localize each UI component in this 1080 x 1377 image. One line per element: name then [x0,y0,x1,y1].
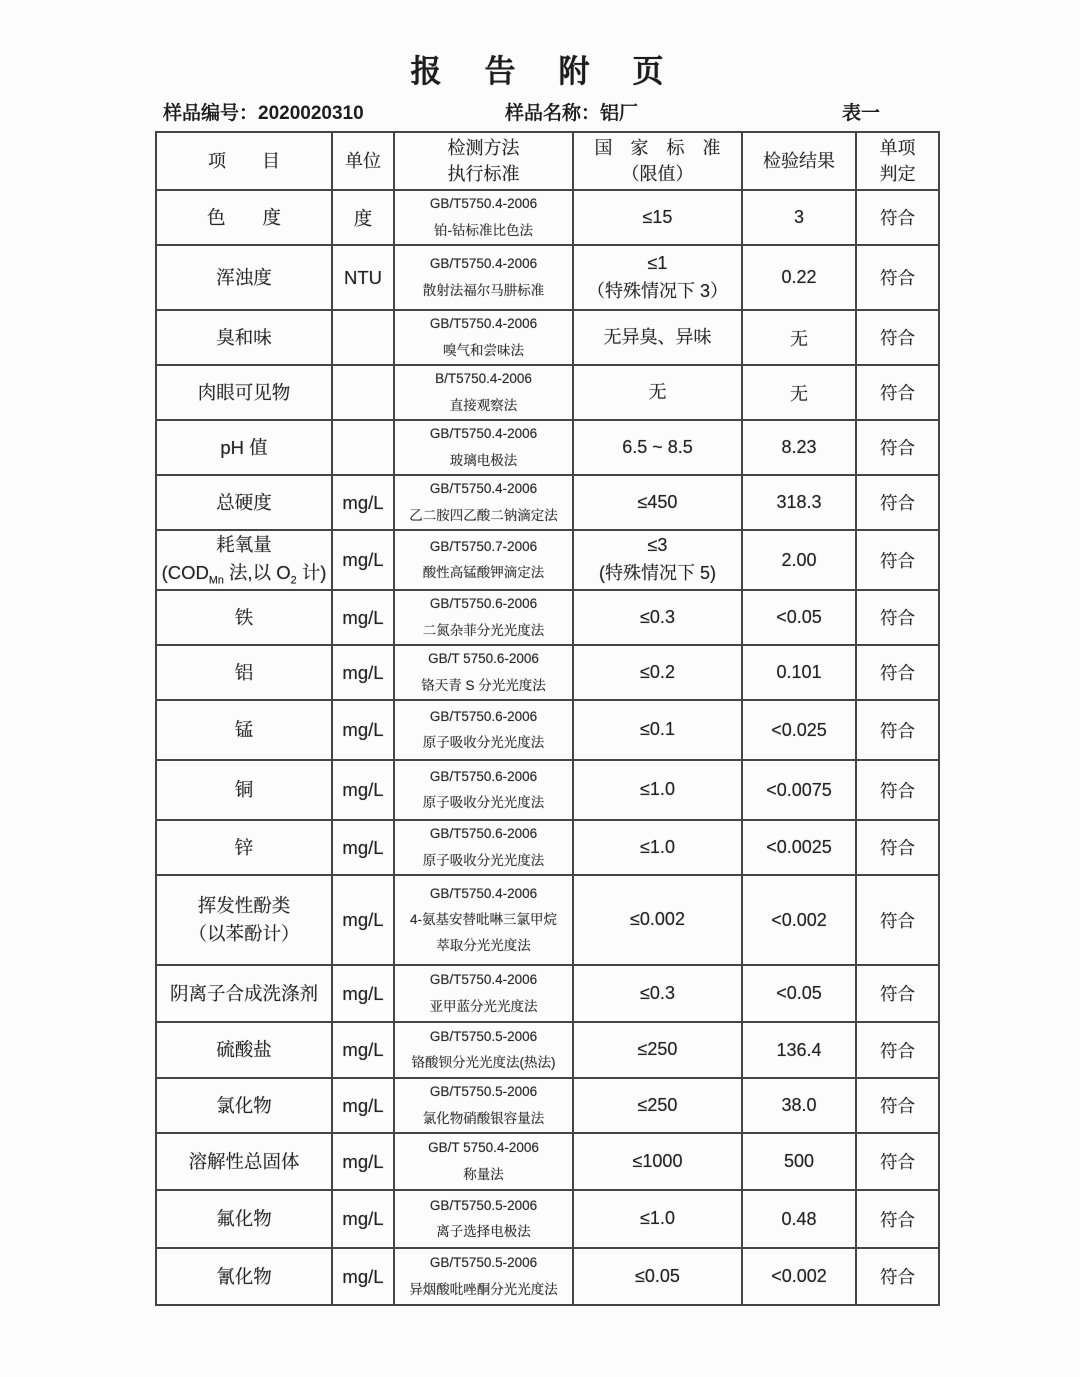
unit-cell: mg/L [332,645,394,700]
limit-text: ≤0.3 [640,982,675,1003]
standard-code: B/T5750.4-2006 [435,371,532,387]
sample-name-value: 铝厂 [600,103,639,124]
header-item: 项 目 [156,132,332,190]
item-cell [156,700,332,760]
judgment-cell: 符合 [856,190,939,245]
method-cell [394,475,573,530]
table-row [156,1078,939,1133]
method-cell [394,1248,573,1305]
limit-cell [573,420,742,475]
standard-code: GB/T5750.4-2006 [429,256,538,272]
item-cell [156,365,332,420]
limit-text: ≤0.002 [630,909,685,930]
unit-cell: mg/L [332,1190,394,1248]
standard-code: GB/T 5750.4-2006 [428,1140,539,1156]
method-cell [394,875,573,965]
method-name: 铬天青 S 分光光度法 [421,677,546,693]
item-text: 浑浊度 [216,266,272,288]
limit-cell [573,1248,742,1305]
table-row [156,310,939,365]
result-cell: 500 [742,1133,856,1190]
method-name: 原子吸收分光光度法 [422,795,545,810]
judgment-cell: 符合 [856,965,939,1022]
item-cell [156,875,332,965]
header-row [156,132,939,190]
result-cell: 无 [742,310,856,365]
judgment-cell: 符合 [856,1248,939,1305]
judgment-cell: 符合 [856,875,939,965]
item-cell [156,590,332,645]
method-cell [394,1133,573,1190]
item-text: 挥发性酚类 [197,895,291,917]
item-cell [156,1133,332,1190]
table-row [156,1248,939,1305]
standard-code: GB/T5750.4-2006 [429,481,538,497]
result-cell: 2.00 [742,530,856,590]
limit-cell [573,590,742,645]
standard-code: GB/T 5750.6-2006 [428,651,539,667]
method-cell [394,310,573,365]
method-cell [394,1190,573,1248]
limit-cell [573,700,742,760]
unit-cell: mg/L [332,965,394,1022]
table-row [156,190,939,245]
judgment-cell: 符合 [856,475,939,530]
method-cell [394,645,573,700]
item-cell [156,1190,332,1248]
header-judgment: 单项 判定 [856,132,939,190]
method-name: 铬酸钡分光光度法(热法) [411,1055,556,1070]
limit-cell [573,310,742,365]
result-cell: <0.025 [742,700,856,760]
method-cell [394,590,573,645]
item-text: 溶解性总固体 [188,1150,300,1172]
result-cell: <0.002 [742,1248,856,1305]
item-cell [156,1078,332,1133]
judgment-cell: 符合 [856,1022,939,1078]
unit-cell: mg/L [332,875,394,965]
judgment-cell: 符合 [856,645,939,700]
sample-name [505,98,638,125]
table-row [156,420,939,475]
limit-cell [573,365,742,420]
unit-cell: mg/L [332,1248,394,1305]
item-text: 氰化物 [216,1265,272,1287]
header-unit: 单位 [332,132,394,190]
item-text: pH 值 [220,436,268,458]
method-cell [394,1078,573,1133]
page-title: 报 告 附 页 [410,54,670,89]
judgment-cell: 符合 [856,1190,939,1248]
standard-code: GB/T5750.4-2006 [429,972,538,988]
standard-code: GB/T5750.4-2006 [429,196,538,212]
table-row [156,475,939,530]
item-cell [156,760,332,820]
item-cell [156,530,332,590]
unit-cell: mg/L [332,530,394,590]
limit-cell [573,875,742,965]
judgment-cell: 符合 [856,590,939,645]
limit-cell [573,530,742,590]
limit-text: （特殊情况下 3） [586,280,728,301]
judgment-cell: 符合 [856,820,939,875]
method-name: 异烟酸吡唑酮分光光度法 [409,1281,558,1297]
table-row [156,1133,939,1190]
item-cell [156,965,332,1022]
limit-cell [573,1190,742,1248]
result-cell: <0.0075 [742,760,856,820]
standard-code: GB/T5750.4-2006 [429,885,538,901]
standard-code: GB/T5750.4-2006 [429,426,538,442]
limit-text: ≤15 [642,206,673,227]
unit-cell [332,310,394,365]
method-name: 离子选择电极法 [436,1224,531,1239]
limit-text: 无 [648,381,667,402]
limit-text: 无异臭、异味 [603,326,712,347]
table-row [156,530,939,590]
limit-text: ≤250 [637,1039,678,1060]
limit-cell [573,190,742,245]
item-text: 硫酸盐 [216,1039,272,1061]
method-cell [394,530,573,590]
unit-cell: 度 [332,190,394,245]
table-row [156,760,939,820]
judgment-cell: 符合 [856,1078,939,1133]
item-cell [156,245,332,310]
unit-cell: mg/L [332,820,394,875]
table-row [156,645,939,700]
method-name: 乙二胺四乙酸二钠滴定法 [409,507,558,523]
standard-code: GB/T5750.5-2006 [429,1197,538,1213]
method-name: 铂-钴标准比色法 [434,222,533,238]
sample-name-label: 样品名称： [505,103,601,124]
result-cell: 无 [742,365,856,420]
result-cell: 0.101 [742,645,856,700]
result-cell: <0.002 [742,875,856,965]
item-cell [156,1248,332,1305]
limit-cell [573,475,742,530]
unit-cell: mg/L [332,760,394,820]
standard-code: GB/T5750.5-2006 [429,1028,538,1044]
method-cell [394,1022,573,1078]
method-name: 散射法福尔马肼标准 [422,282,545,298]
judgment-cell: 符合 [856,420,939,475]
standard-code: GB/T5750.4-2006 [429,316,538,332]
standard-code: GB/T5750.5-2006 [429,1255,538,1271]
method-name: 直接观察法 [449,397,518,413]
judgment-cell: 符合 [856,1133,939,1190]
item-cell [156,420,332,475]
method-cell [394,365,573,420]
method-name: 亚甲蓝分光光度法 [429,998,538,1014]
report-table [155,131,940,1306]
item-cell [156,475,332,530]
item-text: 铝 [234,661,254,683]
method-name: 4-氨基安替吡啉三氯甲烷 [409,911,557,927]
item-cell [156,820,332,875]
method-name: 酸性高锰酸钾滴定法 [422,565,545,580]
unit-cell: mg/L [332,475,394,530]
limit-cell [573,965,742,1022]
item-text: 阴离子合成洗涤剂 [169,982,318,1004]
header-limit: 国 家 标 准 （限值） [573,132,742,190]
unit-cell: mg/L [332,590,394,645]
result-cell: 38.0 [742,1078,856,1133]
standard-code: GB/T5750.5-2006 [429,1084,538,1100]
standard-code: GB/T5750.6-2006 [429,708,538,724]
method-name: 称量法 [463,1166,504,1182]
limit-cell [573,820,742,875]
item-text: 铜 [234,779,254,801]
result-cell: 3 [742,190,856,245]
limit-text: ≤1.0 [640,779,675,800]
limit-text: ≤3 [647,535,668,556]
table-row [156,1190,939,1248]
method-name: 嗅气和尝味法 [443,342,524,358]
limit-text: ≤450 [637,491,678,512]
judgment-cell: 符合 [856,530,939,590]
standard-code: GB/T5750.6-2006 [429,826,538,842]
item-text: 色 度 [206,206,281,228]
table-row [156,365,939,420]
unit-cell: mg/L [332,700,394,760]
method-name: 原子吸收分光光度法 [422,735,545,750]
limit-text: ≤0.05 [635,1265,680,1286]
method-cell [394,700,573,760]
result-cell: 0.22 [742,245,856,310]
table-label: 表一 [842,103,881,124]
limit-cell [573,245,742,310]
judgment-cell: 符合 [856,760,939,820]
item-cell [156,645,332,700]
limit-text: ≤1.0 [640,1208,675,1229]
limit-text: ≤1 [647,252,668,273]
sample-number-label: 样品编号： [163,103,259,124]
method-name: 玻璃电极法 [449,452,518,468]
unit-cell: mg/L [332,1022,394,1078]
judgment-cell: 符合 [856,700,939,760]
table-row [156,965,939,1022]
method-name: 氯化物硝酸银容量法 [422,1110,545,1126]
result-cell: 8.23 [742,420,856,475]
unit-cell: mg/L [332,1133,394,1190]
result-cell: 318.3 [742,475,856,530]
result-cell: 0.48 [742,1190,856,1248]
item-text: ($COD_{Mn}$ 法,以 $O_2$ 计) [161,561,327,587]
unit-cell: mg/L [332,1078,394,1133]
table-row [156,590,939,645]
item-text: 锌 [234,836,254,858]
judgment-cell: 符合 [856,310,939,365]
limit-text: ≤0.3 [640,606,675,627]
result-cell: <0.05 [742,965,856,1022]
limit-text: ≤0.2 [640,661,675,682]
unit-cell [332,365,394,420]
method-cell [394,820,573,875]
meta-row [0,98,1080,126]
table-row [156,820,939,875]
limit-text: (特殊情况下 5) [599,563,716,583]
item-cell [156,1022,332,1078]
result-cell: <0.0025 [742,820,856,875]
header-result: 检验结果 [742,132,856,190]
item-text: 铁 [234,606,254,628]
limit-text: 6.5 ~ 8.5 [622,436,693,457]
sample-number-value: 2020020310 [258,103,364,124]
method-cell [394,245,573,310]
limit-cell [573,1133,742,1190]
method-name: 二氮杂菲分光光度法 [422,622,545,638]
item-text: 臭和味 [216,326,272,348]
limit-text: ≤0.1 [640,719,675,740]
item-text: 锰 [234,719,254,741]
standard-code: GB/T5750.6-2006 [429,768,538,784]
unit-cell [332,420,394,475]
method-name: 原子吸收分光光度法 [422,852,545,868]
item-text: 耗氧量 [216,534,272,556]
limit-cell [573,1022,742,1078]
standard-code: GB/T5750.6-2006 [429,596,538,612]
item-text: 氯化物 [216,1094,272,1116]
limit-text: ≤1000 [632,1150,683,1171]
method-cell [394,190,573,245]
result-cell: <0.05 [742,590,856,645]
table-row [156,875,939,965]
standard-code: GB/T5750.7-2006 [429,538,538,554]
item-text: （以苯酚计） [188,923,300,944]
method-cell [394,965,573,1022]
unit-cell: NTU [332,245,394,310]
item-text: 肉眼可见物 [197,381,291,403]
limit-text: ≤1.0 [640,836,675,857]
method-cell [394,420,573,475]
table-row [156,700,939,760]
sample-number [163,98,364,125]
limit-cell [573,760,742,820]
method-cell [394,760,573,820]
limit-cell [573,1078,742,1133]
item-cell [156,190,332,245]
table-row [156,245,939,310]
method-name: 萃取分光光度法 [436,938,531,954]
item-text: 总硬度 [216,491,272,513]
item-cell [156,310,332,365]
limit-cell [573,645,742,700]
item-text: 氟化物 [216,1208,272,1230]
judgment-cell: 符合 [856,245,939,310]
result-cell: 136.4 [742,1022,856,1078]
header-method: 检测方法 执行标准 [394,132,573,190]
table-row [156,1022,939,1078]
judgment-cell: 符合 [856,365,939,420]
limit-text: ≤250 [637,1094,678,1115]
